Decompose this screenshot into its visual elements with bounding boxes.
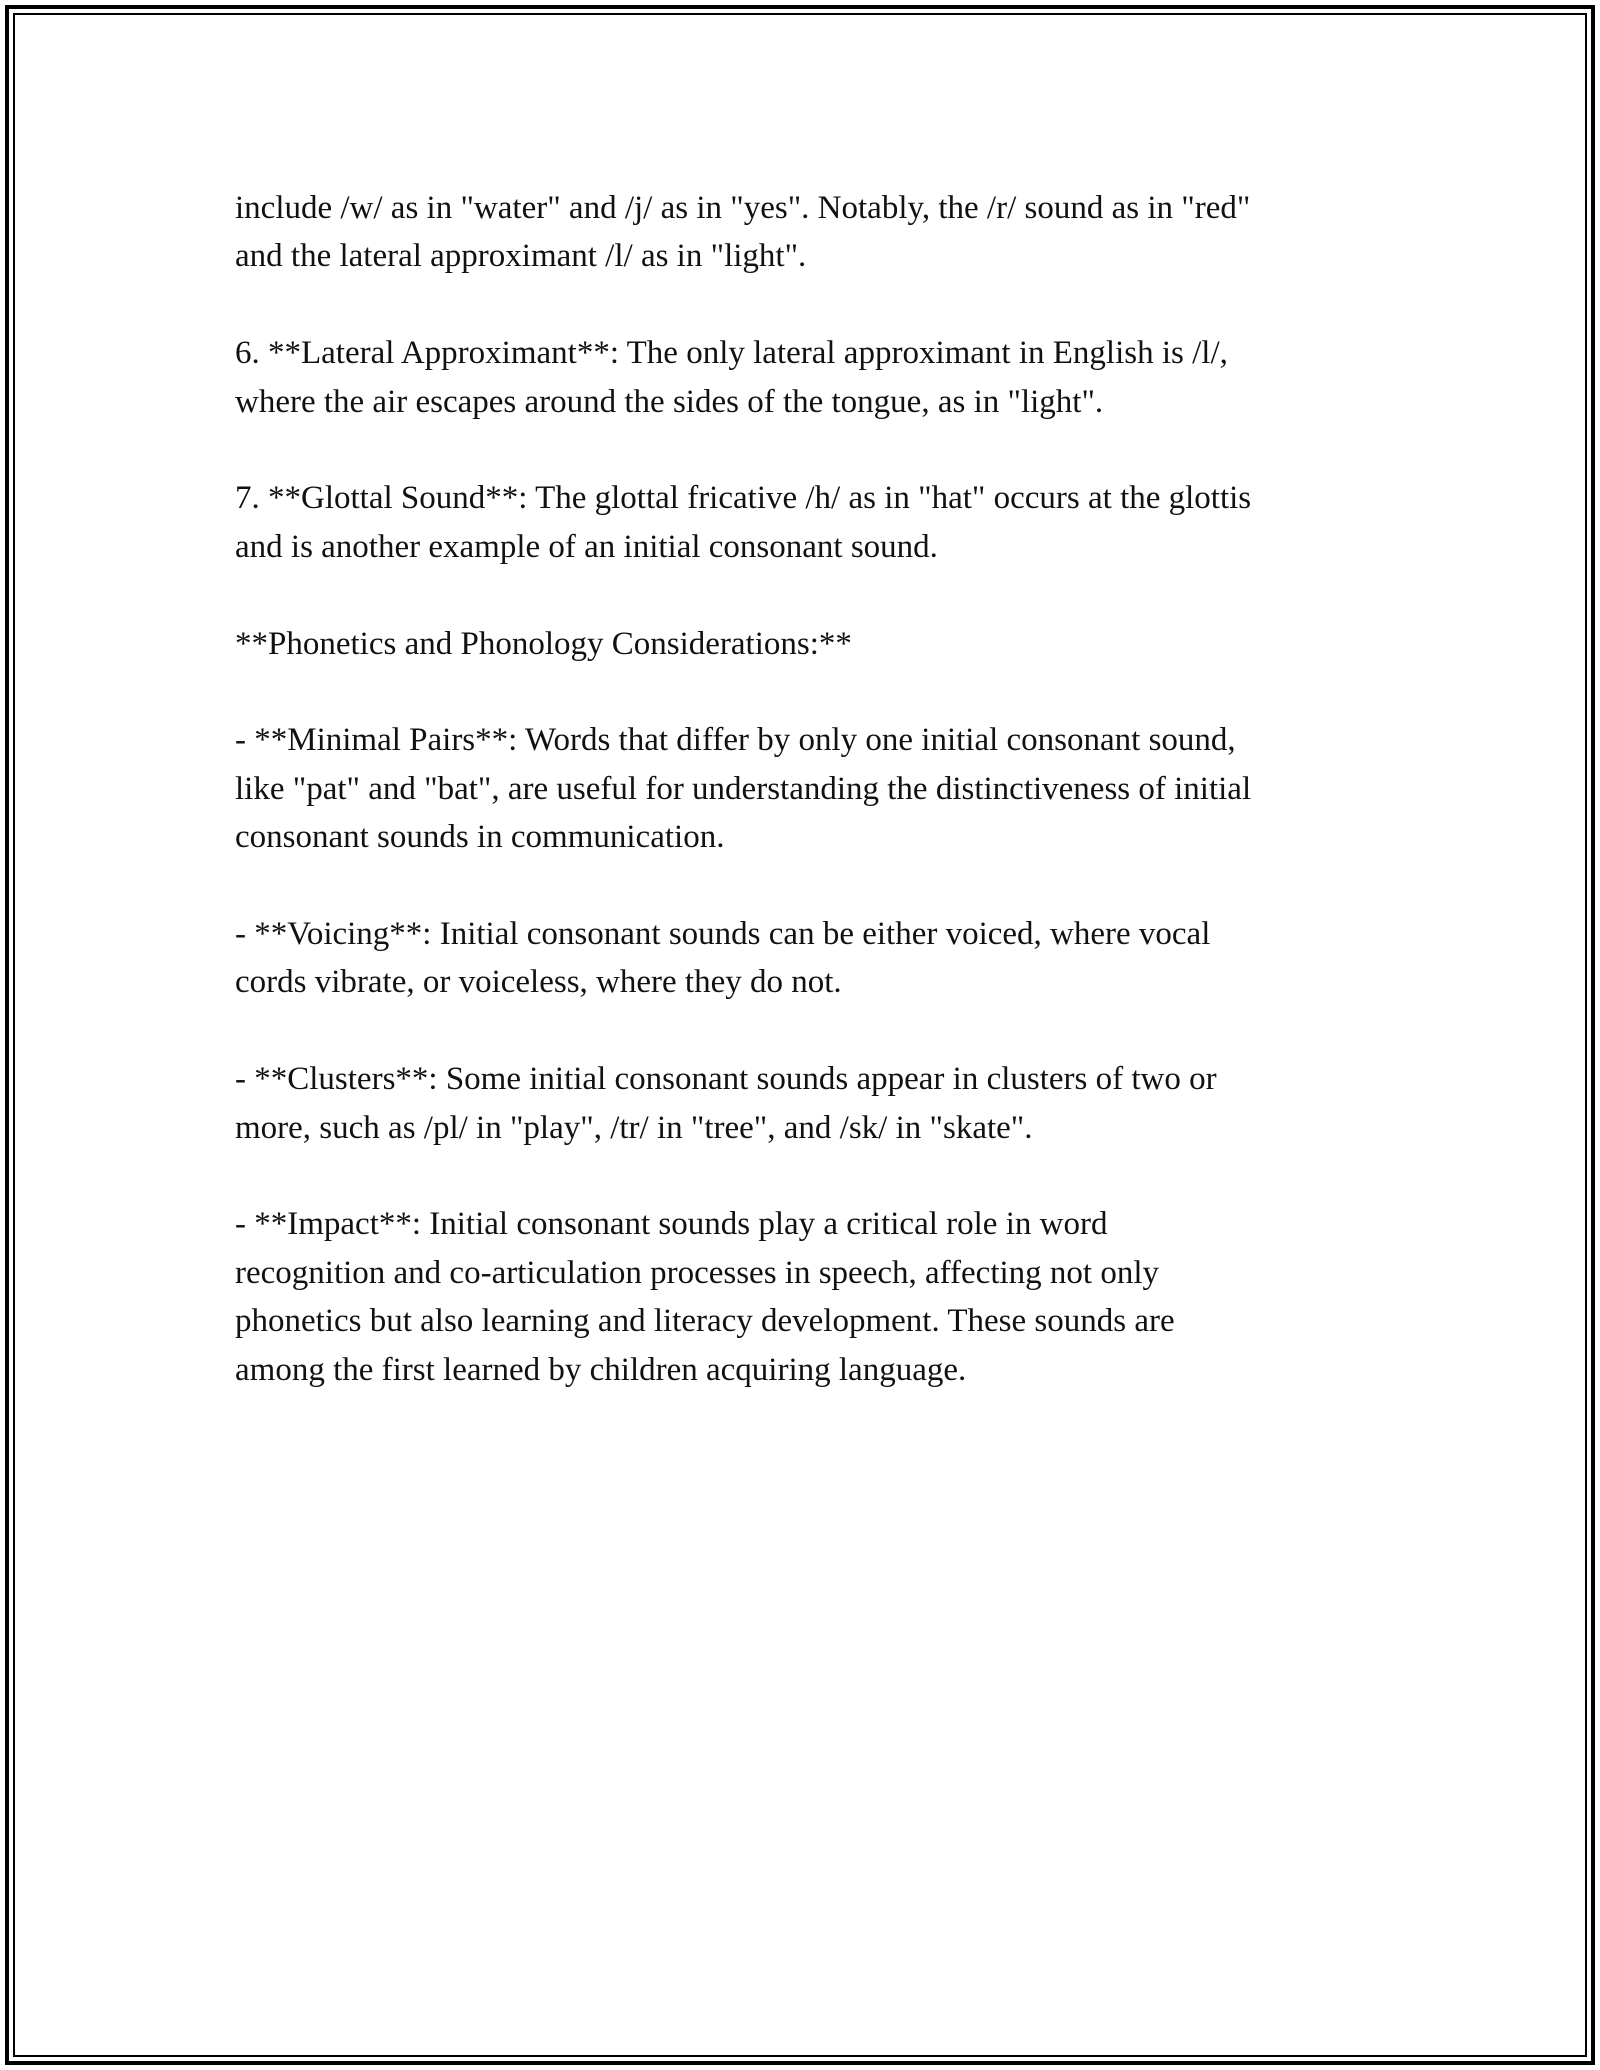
- text-line: like "pat" and "bat", are useful for understanding the distinctiveness of initial: [235, 770, 1252, 807]
- paragraph-approximants-continued: [235, 184, 1375, 281]
- bullet-minimal-pairs: [235, 716, 1375, 861]
- text-line: recognition and co-articulation processes in speech, affecting not only: [235, 1254, 1159, 1291]
- text-line: - **Voicing**: Initial consonant sounds can be either voiced, where vocal: [235, 916, 1211, 953]
- text-line: - **Clusters**: Some initial consonant sounds appear in clusters of two or: [235, 1061, 1217, 1098]
- text-line: among the first learned by children acquiring language.: [235, 1351, 967, 1388]
- bullet-clusters: [235, 1055, 1375, 1152]
- paragraph-lateral-approximant: [235, 329, 1375, 426]
- paragraph-glottal-sound: [235, 474, 1375, 571]
- text-line: 7. **Glottal Sound**: The glottal fricative /h/ as in "hat" occurs at the glottis: [235, 480, 1252, 517]
- bullet-impact: [235, 1200, 1375, 1394]
- text-line: phonetics but also learning and literacy development. These sounds are: [235, 1303, 1175, 1340]
- text-line: and is another example of an initial consonant sound.: [235, 528, 938, 565]
- text-line: more, such as /pl/ in "play", /tr/ in "tree", and /sk/ in "skate".: [235, 1109, 1033, 1146]
- bullet-voicing: [235, 910, 1375, 1007]
- section-heading-considerations: [235, 620, 1375, 668]
- text-line: 6. **Lateral Approximant**: The only lateral approximant in English is /l/,: [235, 335, 1228, 372]
- text-line: include /w/ as in "water" and /j/ as in "yes". Notably, the /r/ sound as in "red": [235, 190, 1251, 226]
- text-line: **Phonetics and Phonology Considerations:**: [235, 625, 852, 662]
- text-line: where the air escapes around the sides of the tongue, as in "light".: [235, 383, 1104, 420]
- text-line: cords vibrate, or voiceless, where they do not.: [235, 964, 842, 1001]
- text-line: consonant sounds in communication.: [235, 819, 725, 856]
- text-line: and the lateral approximant /l/ as in "light".: [235, 238, 807, 275]
- text-line: - **Minimal Pairs**: Words that differ by only one initial consonant sound,: [235, 722, 1236, 759]
- text-line: - **Impact**: Initial consonant sounds play a critical role in word: [235, 1206, 1108, 1243]
- document-body: [235, 184, 1375, 1442]
